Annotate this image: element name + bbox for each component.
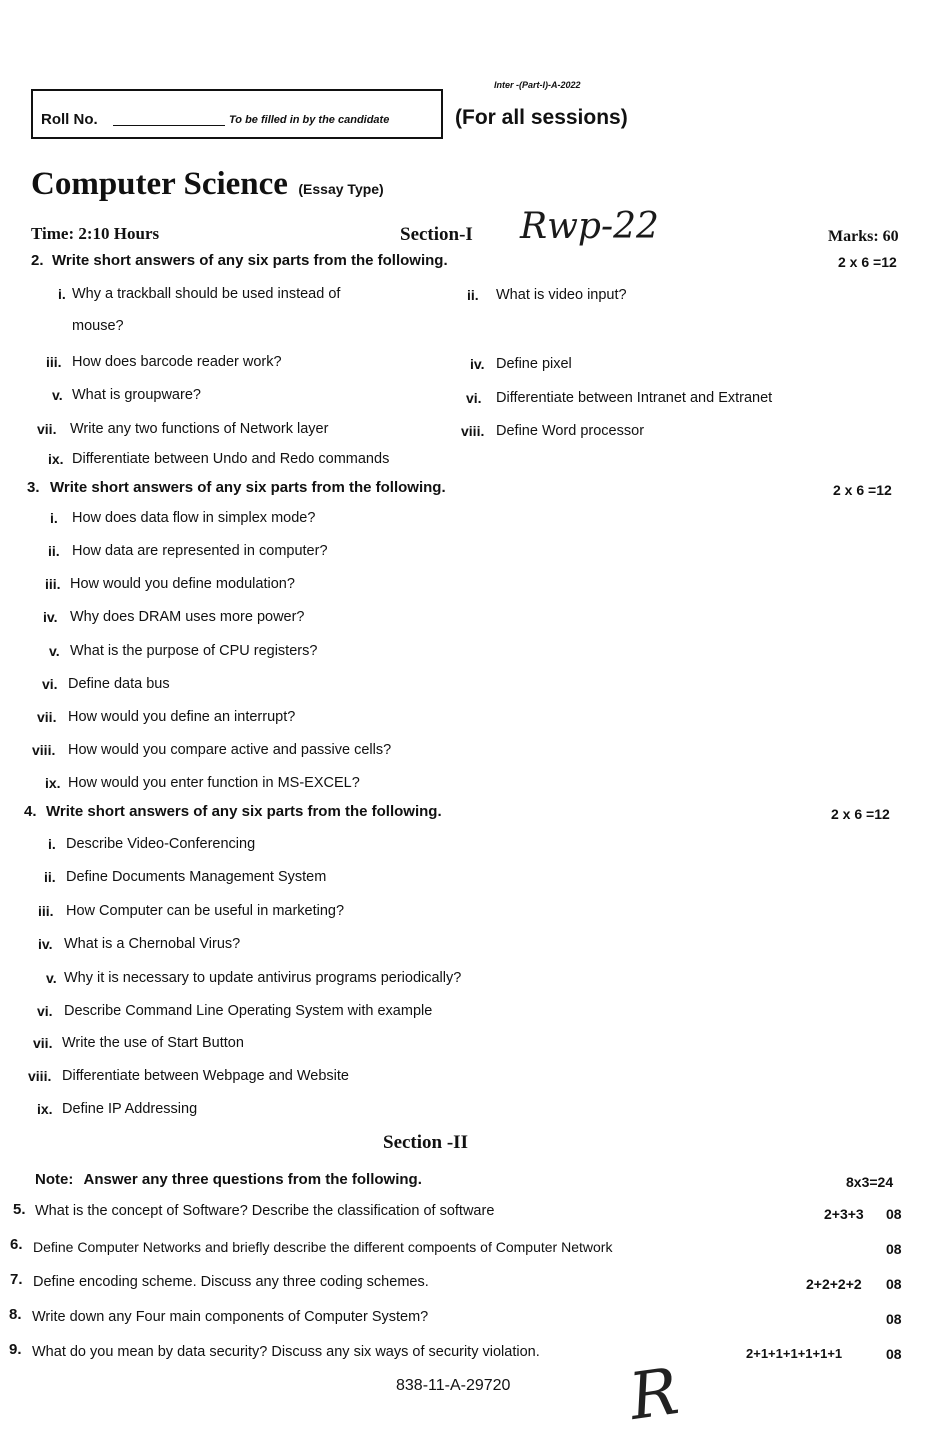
q3-marks: 2 x 6 =12 (833, 482, 892, 498)
paper-title: Computer Science (31, 166, 288, 202)
section-one-title: Section-I (400, 224, 473, 245)
q3-item-text: How does data flow in simplex mode? (72, 510, 316, 526)
q2-item-text: What is video input? (496, 287, 627, 303)
roll-number-box (31, 89, 443, 139)
q2-item-text: Define Word processor (496, 423, 645, 439)
note-label: Note: (35, 1171, 74, 1188)
section-two-marks: 8x3=24 (846, 1174, 894, 1190)
q3-item-num: ii. (48, 543, 60, 559)
q2-item-text: mouse? (72, 318, 124, 334)
long-question-text: Define Computer Networks and briefly describe the different compoents of Computer Network (33, 1239, 613, 1255)
long-question-text: What do you mean by data security? Discuss any six ways of security violation. (32, 1344, 540, 1360)
q3-item-num: viii. (32, 742, 56, 758)
q2-text: Write short answers of any six parts from the following. (52, 252, 448, 269)
q3-num: 3. (27, 479, 40, 496)
q4-item-num: ix. (37, 1101, 53, 1117)
q2-item-num: v. (52, 387, 63, 403)
long-question-split: 2+2+2+2 (806, 1276, 862, 1292)
q4-item-num: ii. (44, 869, 56, 885)
q2-item-num: viii. (461, 423, 485, 439)
q2-item-num: iv. (470, 356, 485, 372)
q4-item-text: Describe Video-Conferencing (66, 836, 256, 852)
q3-item-text: Why does DRAM uses more power? (70, 609, 305, 625)
roll-number-label: Roll No. (41, 111, 98, 128)
q2-num: 2. (31, 252, 44, 269)
long-question-num: 9. (9, 1341, 22, 1358)
q3-item-num: v. (49, 643, 60, 659)
q2-item-num: iii. (46, 354, 62, 370)
q3-text: Write short answers of any six parts from the following. (50, 479, 446, 496)
q2-item-text: How does barcode reader work? (72, 354, 282, 370)
q2-item-num: ix. (48, 451, 64, 467)
q4-item-text: Why it is necessary to update antivirus programs periodically? (64, 970, 462, 986)
q2-item-text: Write any two functions of Network layer (70, 421, 329, 437)
q3-item-num: vi. (42, 676, 58, 692)
note-text: Answer any three questions from the following. (83, 1171, 422, 1188)
long-question-marks: 08 (886, 1241, 902, 1257)
q4-item-text: Define Documents Management System (66, 869, 327, 885)
q4-item-num: i. (48, 836, 56, 852)
long-question-num: 6. (10, 1236, 23, 1253)
q2-item-text: Why a trackball should be used instead of (72, 286, 341, 302)
long-question-marks: 08 (886, 1276, 902, 1292)
q2-item-num: vi. (466, 390, 482, 406)
q3-item-text: How data are represented in computer? (72, 543, 328, 559)
paper-title-row (31, 166, 384, 203)
q4-item-text: Write the use of Start Button (62, 1035, 244, 1051)
section-two-title: Section -II (383, 1132, 468, 1153)
q3-item-text: How would you define modulation? (70, 576, 295, 592)
footer-code: 838-11-A-29720 (396, 1377, 511, 1394)
q3-item-text: How would you compare active and passive cells? (68, 742, 392, 758)
time-allowed: Time: 2:10 Hours (31, 224, 160, 243)
long-question-split: 2+1+1+1+1+1+1 (746, 1346, 843, 1361)
long-question-num: 5. (13, 1201, 26, 1218)
q3-item-text: How would you enter function in MS-EXCEL? (68, 775, 360, 791)
q3-item-text: What is the purpose of CPU registers? (70, 643, 318, 659)
roll-number-note: To be filled in by the candidate (229, 114, 390, 126)
handwritten-note: Rwp-22 (520, 206, 659, 247)
total-marks: Marks: 60 (828, 228, 899, 245)
q4-item-num: vii. (33, 1035, 53, 1051)
q2-item-text: What is groupware? (72, 387, 201, 403)
q4-item-num: vi. (37, 1003, 53, 1019)
long-question-text: Define encoding scheme. Discuss any three coding schemes. (33, 1274, 429, 1290)
long-question-marks: 08 (886, 1311, 902, 1327)
sessions-label: (For all sessions) (455, 106, 628, 129)
q2-item-text: Differentiate between Intranet and Extranet (496, 390, 773, 406)
q4-item-text: Define IP Addressing (62, 1101, 198, 1117)
section-two-note (35, 1171, 422, 1188)
q2-item-num: vii. (37, 421, 57, 437)
q3-item-num: vii. (37, 709, 57, 725)
q4-item-num: viii. (28, 1068, 52, 1084)
q4-item-text: Differentiate between Webpage and Website (62, 1068, 349, 1084)
long-question-text: Write down any Four main components of Computer System? (32, 1309, 429, 1325)
paper-code: Inter -(Part-I)-A-2022 (494, 80, 581, 90)
paper-type: (Essay Type) (298, 181, 384, 197)
roll-number-blank (113, 125, 225, 126)
q4-item-text: What is a Chernobal Virus? (64, 936, 241, 952)
long-question-num: 8. (9, 1306, 22, 1323)
long-question-num: 7. (10, 1271, 23, 1288)
q4-item-num: v. (46, 970, 57, 986)
long-question-marks: 08 (886, 1206, 902, 1222)
q4-item-text: Describe Command Line Operating System with example (64, 1003, 433, 1019)
q3-item-num: ix. (45, 775, 61, 791)
q3-item-num: i. (50, 510, 58, 526)
signature: R (625, 1355, 684, 1435)
q2-item-text: Differentiate between Undo and Redo commands (72, 451, 390, 467)
q4-num: 4. (24, 803, 37, 820)
long-question-marks: 08 (886, 1346, 902, 1362)
q3-item-num: iv. (43, 609, 58, 625)
long-question-text: What is the concept of Software? Describe the classification of software (35, 1203, 495, 1219)
q4-item-text: How Computer can be useful in marketing? (66, 903, 345, 919)
q3-item-text: How would you define an interrupt? (68, 709, 296, 725)
q3-item-text: Define data bus (68, 676, 170, 692)
q2-item-num: i. (58, 286, 66, 302)
q4-item-num: iii. (38, 903, 54, 919)
q2-marks: 2 x 6 =12 (838, 254, 897, 270)
q3-item-num: iii. (45, 576, 61, 592)
q4-text: Write short answers of any six parts from the following. (46, 803, 442, 820)
q4-item-num: iv. (38, 936, 53, 952)
q2-item-num: ii. (467, 287, 479, 303)
q2-item-text: Define pixel (496, 356, 572, 372)
long-question-split: 2+3+3 (824, 1206, 864, 1222)
q4-marks: 2 x 6 =12 (831, 806, 890, 822)
